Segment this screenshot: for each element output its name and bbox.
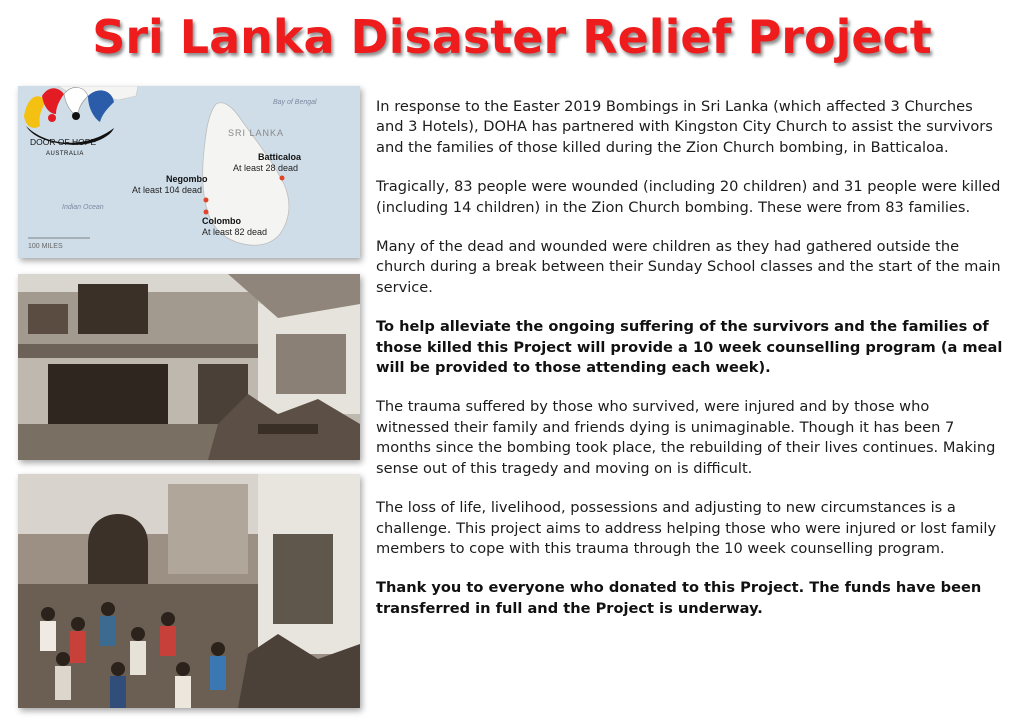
page-title: Sri Lanka Disaster Relief Project — [92, 10, 932, 64]
bay-label-text: Bay of Bengal — [273, 99, 317, 106]
ocean-label: Indian Ocean — [62, 204, 104, 211]
marker-batticaloa — [280, 176, 285, 181]
damaged-church-photo — [18, 274, 360, 460]
project-description — [376, 97, 1004, 638]
crowd-image — [18, 474, 360, 708]
marker-negombo — [204, 198, 209, 203]
marker-colombo — [204, 210, 209, 215]
sri-lanka-map — [18, 86, 360, 258]
country-label: SRI LANKA — [228, 128, 285, 138]
logo-name: DOOR OF HOPE — [30, 137, 97, 147]
bay-label — [273, 99, 317, 106]
location-name-batticaloa: Batticaloa — [258, 152, 302, 162]
map-graphic — [18, 86, 360, 258]
damaged-building-image — [18, 274, 360, 460]
location-detail-colombo: At least 82 dead — [202, 227, 268, 237]
paragraph-casualties: Tragically, 83 people were wounded (including 20 children) and 31 people were killed (including 14 children) in the Zion Church bombing. These were from 83 families. — [376, 178, 1001, 216]
crowd-at-church-photo — [18, 474, 360, 708]
scale-label: 100 MILES — [28, 243, 63, 250]
logo-sub: AUSTRALIA — [46, 151, 84, 157]
paragraph-trauma: The trauma suffered by those who survived, were injured and by those who witnessed their family and friends dying is unimaginable. Though it has been 7 months since the bombing took place, the rebuilding of their lives continues. Making sense out of this tragedy and moving on is difficult. — [376, 398, 996, 477]
paragraph-program: To help alleviate the ongoing suffering of the survivors and the families of those killed this Project will provide a 10 week counselling program (a meal will be provided to those attending each week). — [376, 318, 1003, 377]
paragraph-children: Many of the dead and wounded were children as they had gathered outside the church during a break between their Sunday School classes and the start of the main service. — [376, 238, 1001, 296]
paragraph-thanks: Thank you to everyone who donated to this Project. The funds have been transferred in full and the Project is underway. — [376, 579, 982, 617]
paragraph-intro: In response to the Easter 2019 Bombings in Sri Lanka (which affected 3 Churches and 3 Hotels), DOHA has partnered with Kingston City Church to assist the survivors and the families of those killed during the Zion Church bombing, in Batticaloa. — [376, 98, 993, 156]
location-detail-negombo: At least 104 dead — [132, 185, 203, 195]
location-name-colombo: Colombo — [202, 216, 241, 226]
location-detail-batticaloa: At least 28 dead — [233, 163, 299, 173]
paragraph-loss: The loss of life, livelihood, possessions and adjusting to new circumstances is a challenge. This project aims to address helping those who were injured or lost family members to cope with this trauma through the 10 week counselling program. — [376, 499, 997, 557]
location-name-negombo: Negombo — [166, 174, 208, 184]
